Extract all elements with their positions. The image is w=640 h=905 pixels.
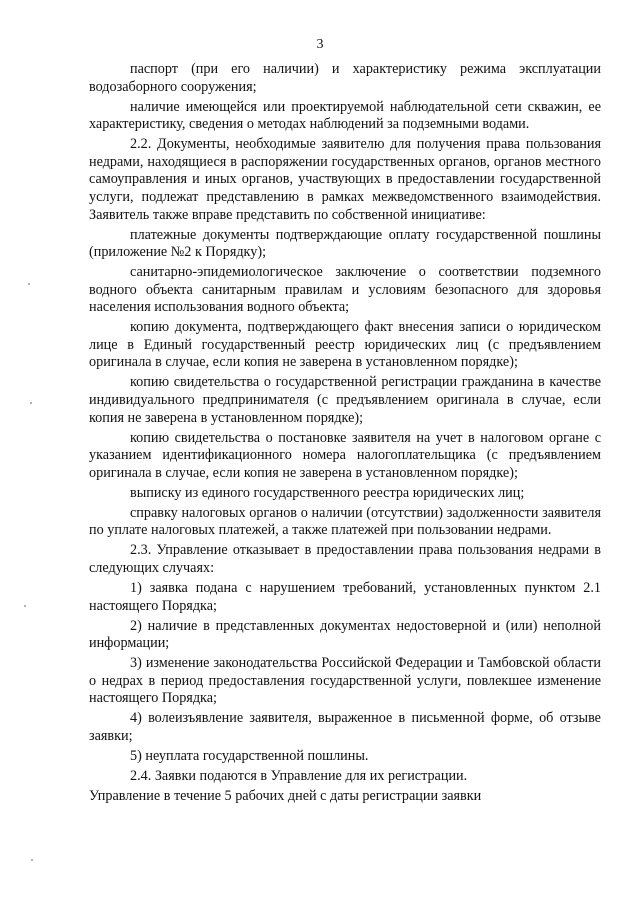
paragraph: Управление в течение 5 рабочих дней с даты регистрации заявки	[89, 787, 482, 804]
paragraph: 1) заявка подана с нарушением требований, установленных пунктом 2.1 настоящего Порядка;	[89, 579, 601, 614]
scan-speck	[24, 605, 26, 607]
paragraph: справку налоговых органов о наличии (отсутствии) задолженности заявителя по уплате налоговых платежей, а также платежей при пользовании недрами.	[89, 504, 601, 539]
paragraph: 2.3. Управление отказывает в предоставлении права пользования недрами в следующих случаях:	[89, 542, 601, 576]
paragraph: копию документа, подтверждающего факт внесения записи о юридическом лице в Единый государственный реестр юридических лиц (с предъявлением оригинала в случае, если копия не заверена в установленном порядке);	[89, 319, 601, 371]
paragraph: 3) изменение законодательства Российской Федерации и Тамбовской области о недрах в период предоставления государственной услуги, повлекшее изменение настоящего Порядка;	[89, 655, 601, 707]
paragraph: копию свидетельства о постановке заявителя на учет в налоговом органе с указанием идентификационного номера налогоплательщика (с предъявлением оригинала в случае, если копия не заверена в установленном порядке);	[89, 429, 601, 481]
scan-speck	[30, 402, 32, 404]
paragraph: копию свидетельства о государственной регистрации гражданина в качестве индивидуального предпринимателя (с предъявлением оригинала в случае, если копия не заверена в установленном порядке);	[89, 374, 601, 426]
scan-speck	[28, 283, 30, 285]
paragraph: 5) неуплата государственной пошлины.	[130, 747, 369, 764]
paragraph: паспорт (при его наличии) и характеристику режима эксплуатации водозаборного сооружения;	[89, 61, 601, 95]
paragraph: наличие имеющейся или проектируемой наблюдательной сети скважин, ее характеристику, сведения о методах наблюдений за подземными водами.	[89, 98, 601, 133]
paragraph: 2.4. Заявки подаются в Управление для их регистрации.	[130, 767, 468, 784]
page-number: 3	[316, 37, 324, 52]
scan-speck	[31, 859, 33, 861]
paragraph: 4) волеизъявление заявителя, выраженное в письменной форме, об отзыве заявки;	[89, 710, 601, 744]
paragraph: 2.2. Документы, необходимые заявителю для получения права пользования недрами, находящиеся в распоряжении государственных органов, органов местного самоуправления и иных органов, участвующих в предоставлении государственной услуги, подлежат представлению в рамках межведомственного взаимодействия. Заявитель также вправе представить по собственной инициативе:	[89, 136, 601, 223]
document-body	[89, 61, 601, 808]
paragraph: выписку из единого государственного реестра юридических лиц;	[130, 484, 525, 501]
paragraph: санитарно-эпидемиологическое заключение о соответствии подземного водного объекта санитарным правилам и условиям безопасного для здоровья населения использования водного объекта;	[89, 264, 601, 316]
paragraph: 2) наличие в представленных документах недостоверной и (или) неполной информации;	[89, 617, 601, 652]
paragraph: платежные документы подтверждающие оплату государственной пошлины (приложение №2 к Порядку);	[89, 226, 601, 261]
